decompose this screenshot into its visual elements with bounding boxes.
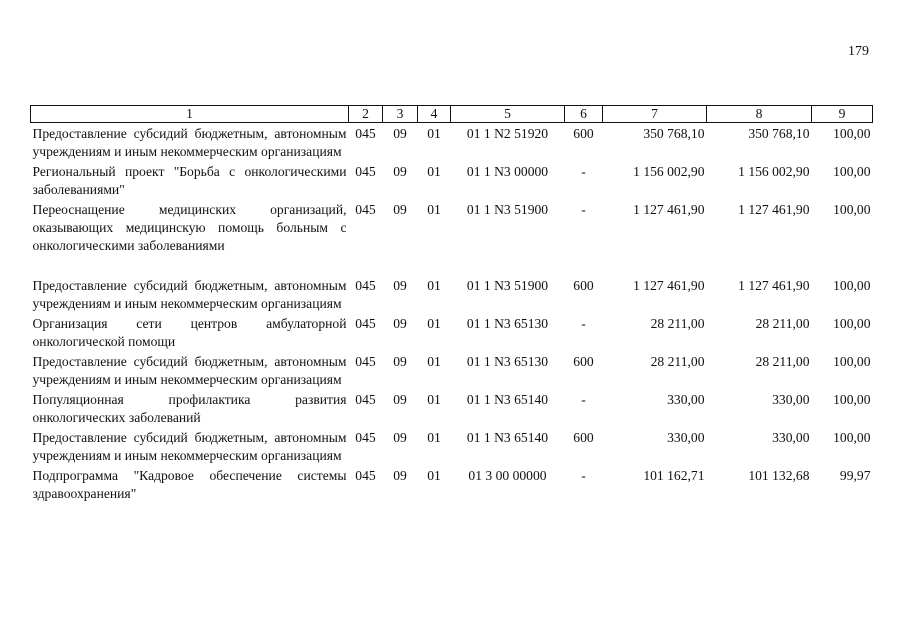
row-target-article: 01 1 N3 65140 xyxy=(466,430,549,445)
row-section: 09 xyxy=(393,316,407,331)
table-row xyxy=(31,275,873,313)
row-subsection: 01 xyxy=(427,430,441,445)
table-row xyxy=(31,389,873,427)
table-row xyxy=(31,123,873,162)
row-percent: 100,00 xyxy=(833,392,871,407)
row-subsection: 01 xyxy=(427,468,441,483)
row-subsection: 01 xyxy=(427,354,441,369)
row-ministry-code: 045 xyxy=(355,202,376,217)
row-expense-type: 600 xyxy=(573,278,594,293)
row-ministry-code: 045 xyxy=(355,392,376,407)
header-col-6: 6 xyxy=(565,106,603,123)
header-col-3: 3 xyxy=(383,106,418,123)
row-ministry-code: 045 xyxy=(355,354,376,369)
row-ministry-code: 045 xyxy=(355,126,376,141)
row-planned-amount: 28 211,00 xyxy=(650,316,705,331)
row-section: 09 xyxy=(393,126,407,141)
header-col-7: 7 xyxy=(603,106,707,123)
row-percent: 100,00 xyxy=(833,354,871,369)
table-row xyxy=(31,427,873,465)
row-target-article: 01 1 N3 51900 xyxy=(466,202,549,217)
page-number: 179 xyxy=(848,44,869,59)
row-section: 09 xyxy=(393,354,407,369)
row-ministry-code: 045 xyxy=(355,468,376,483)
row-executed-amount: 350 768,10 xyxy=(748,126,810,141)
row-executed-amount: 101 132,68 xyxy=(748,468,810,483)
row-section: 09 xyxy=(393,468,407,483)
row-expense-type: - xyxy=(581,316,586,331)
row-target-article: 01 1 N2 51920 xyxy=(466,126,549,141)
table-row xyxy=(31,199,873,255)
header-col-9: 9 xyxy=(812,106,873,123)
table-header-row xyxy=(31,106,873,123)
row-planned-amount: 350 768,10 xyxy=(643,126,705,141)
row-target-article: 01 1 N3 51900 xyxy=(466,278,549,293)
row-executed-amount: 28 211,00 xyxy=(755,316,810,331)
row-name: Предоставление субсидий бюджетным, автономным учреждениям и иным некоммерческим организациям xyxy=(32,278,347,311)
row-name: Региональный проект "Борьба с онкологическими заболеваниями" xyxy=(32,164,347,197)
header-col-8: 8 xyxy=(707,106,812,123)
row-planned-amount: 1 156 002,90 xyxy=(633,164,705,179)
row-expense-type: 600 xyxy=(573,126,594,141)
row-executed-amount: 330,00 xyxy=(772,392,810,407)
row-planned-amount: 101 162,71 xyxy=(643,468,705,483)
row-subsection: 01 xyxy=(427,392,441,407)
row-ministry-code: 045 xyxy=(355,316,376,331)
row-expense-type: - xyxy=(581,392,586,407)
row-expense-type: - xyxy=(581,468,586,483)
blank-cell xyxy=(31,255,873,275)
row-subsection: 01 xyxy=(427,316,441,331)
header-col-5: 5 xyxy=(451,106,565,123)
row-ministry-code: 045 xyxy=(355,430,376,445)
row-percent: 100,00 xyxy=(833,126,871,141)
row-planned-amount: 330,00 xyxy=(667,392,705,407)
row-subsection: 01 xyxy=(427,164,441,179)
row-expense-type: 600 xyxy=(573,354,594,369)
row-name: Организация сети центров амбулаторной онкологической помощи xyxy=(32,316,347,349)
row-target-article: 01 1 N3 65130 xyxy=(466,354,549,369)
header-col-2: 2 xyxy=(349,106,383,123)
row-percent: 100,00 xyxy=(833,316,871,331)
header-col-1: 1 xyxy=(31,106,349,123)
row-name: Предоставление субсидий бюджетным, автономным учреждениям и иным некоммерческим организациям xyxy=(32,430,347,463)
row-subsection: 01 xyxy=(427,202,441,217)
row-ministry-code: 045 xyxy=(355,278,376,293)
row-expense-type: 600 xyxy=(573,430,594,445)
header-col-4: 4 xyxy=(418,106,451,123)
row-name: Переоснащение медицинских организаций, оказывающих медицинскую помощь больным с онкологическими заболеваниями xyxy=(32,202,347,253)
row-percent: 100,00 xyxy=(833,278,871,293)
budget-table xyxy=(30,105,873,503)
row-subsection: 01 xyxy=(427,278,441,293)
row-section: 09 xyxy=(393,430,407,445)
row-name: Подпрограмма "Кадровое обеспечение системы здравоохранения" xyxy=(32,468,347,501)
row-planned-amount: 1 127 461,90 xyxy=(633,202,705,217)
row-target-article: 01 3 00 00000 xyxy=(468,468,547,483)
table-row xyxy=(31,465,873,503)
row-executed-amount: 28 211,00 xyxy=(755,354,810,369)
row-target-article: 01 1 N3 65140 xyxy=(466,392,549,407)
row-executed-amount: 330,00 xyxy=(772,430,810,445)
row-percent: 99,97 xyxy=(839,468,871,483)
table-row xyxy=(31,161,873,199)
row-executed-amount: 1 127 461,90 xyxy=(738,278,810,293)
row-target-article: 01 1 N3 00000 xyxy=(466,164,549,179)
row-planned-amount: 330,00 xyxy=(667,430,705,445)
row-target-article: 01 1 N3 65130 xyxy=(466,316,549,331)
row-expense-type: - xyxy=(581,202,586,217)
row-section: 09 xyxy=(393,202,407,217)
row-percent: 100,00 xyxy=(833,164,871,179)
row-ministry-code: 045 xyxy=(355,164,376,179)
table-row xyxy=(31,351,873,389)
row-expense-type: - xyxy=(581,164,586,179)
row-executed-amount: 1 156 002,90 xyxy=(738,164,810,179)
row-name: Популяционная профилактика развития онкологических заболеваний xyxy=(32,392,347,425)
table-row xyxy=(31,313,873,351)
row-percent: 100,00 xyxy=(833,202,871,217)
row-name: Предоставление субсидий бюджетным, автономным учреждениям и иным некоммерческим организациям xyxy=(32,126,347,159)
row-planned-amount: 1 127 461,90 xyxy=(633,278,705,293)
row-section: 09 xyxy=(393,278,407,293)
row-planned-amount: 28 211,00 xyxy=(650,354,705,369)
row-percent: 100,00 xyxy=(833,430,871,445)
row-name: Предоставление субсидий бюджетным, автономным учреждениям и иным некоммерческим организациям xyxy=(32,354,347,387)
blank-row xyxy=(31,255,873,275)
row-section: 09 xyxy=(393,164,407,179)
row-executed-amount: 1 127 461,90 xyxy=(738,202,810,217)
row-subsection: 01 xyxy=(427,126,441,141)
row-section: 09 xyxy=(393,392,407,407)
